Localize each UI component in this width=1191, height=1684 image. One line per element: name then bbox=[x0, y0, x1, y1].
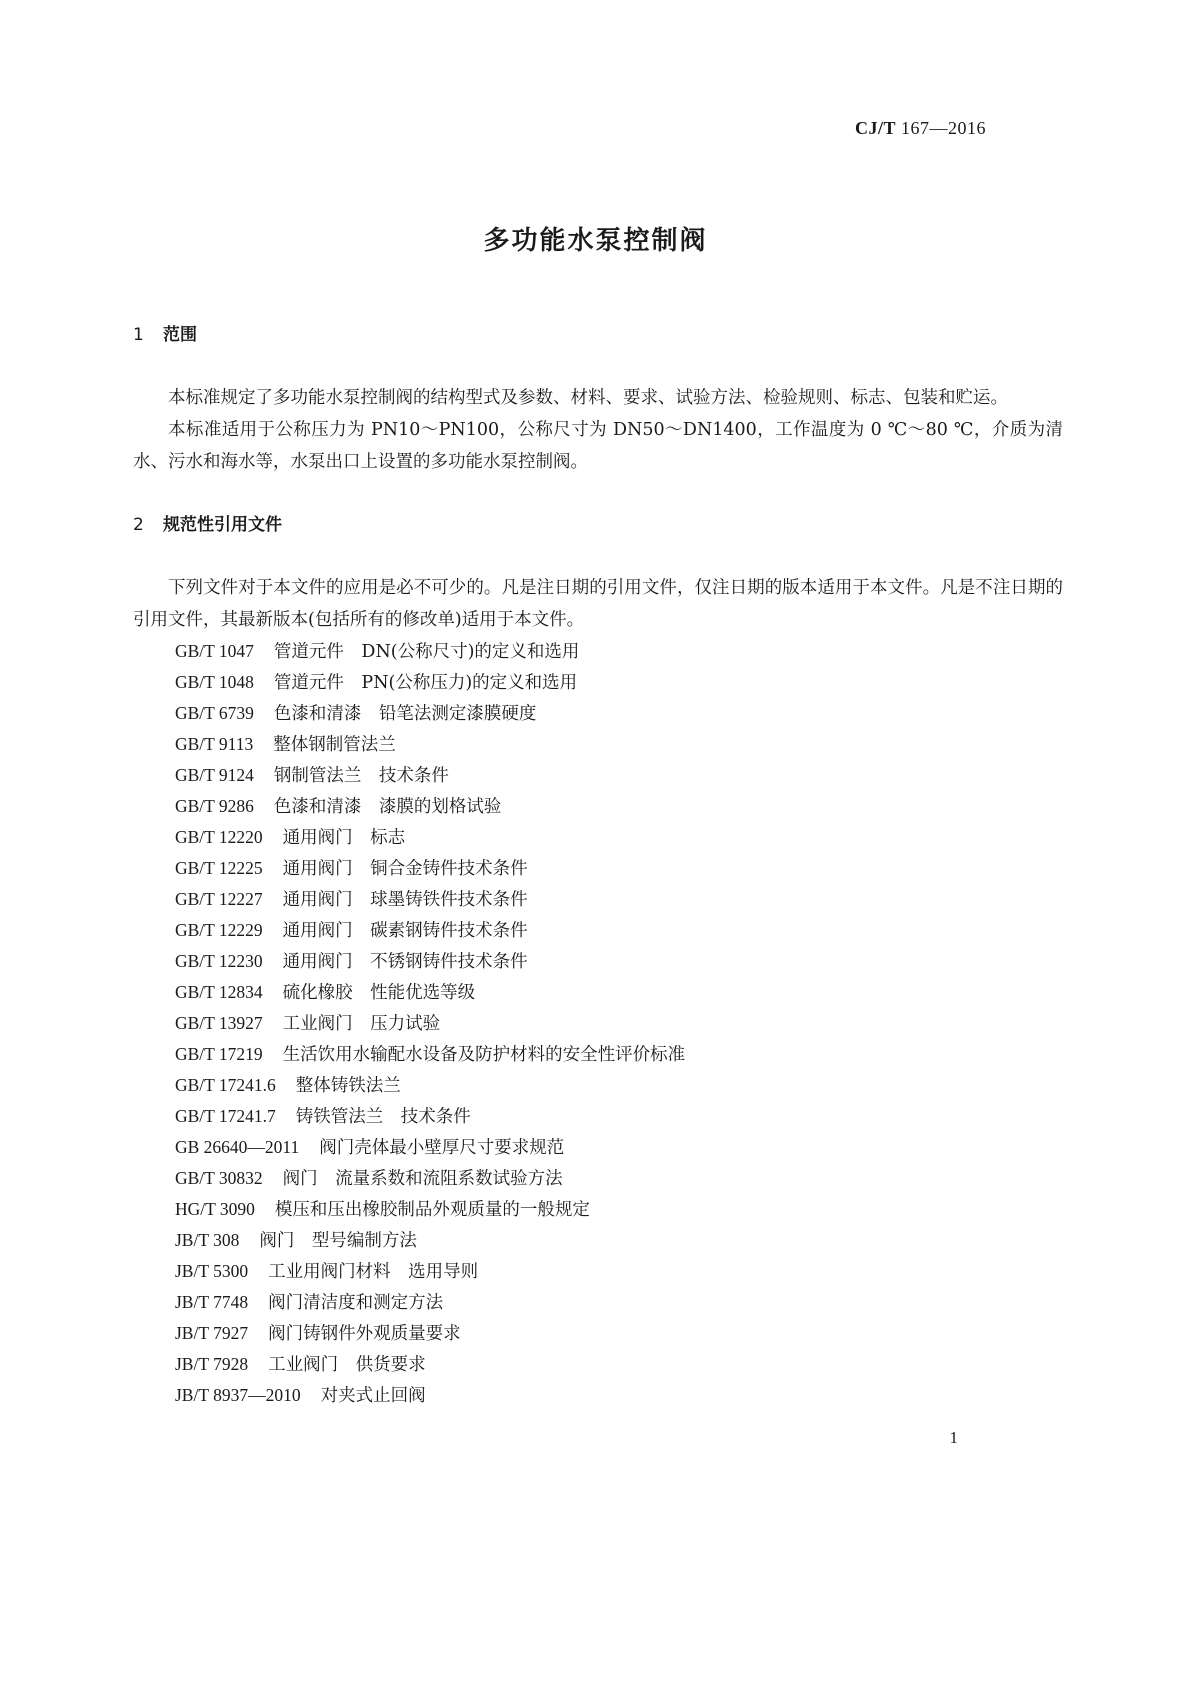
reference-title: 铸铁管法兰 技术条件 bbox=[295, 1107, 471, 1127]
reference-title: 生活饮用水输配水设备及防护材料的安全性评价标准 bbox=[282, 1045, 686, 1065]
reference-title: 通用阀门 碳素钢铸件技术条件 bbox=[282, 921, 528, 941]
section-number: 2 bbox=[133, 515, 144, 535]
reference-title: 整体钢制管法兰 bbox=[273, 735, 396, 755]
reference-item bbox=[133, 1101, 1063, 1132]
reference-title: 阀门壳体最小壁厚尺寸要求规范 bbox=[319, 1138, 565, 1158]
reference-item bbox=[133, 1194, 1063, 1225]
reference-code: GB/T 30832 bbox=[175, 1168, 263, 1188]
reference-code: GB 26640—2011 bbox=[175, 1137, 300, 1157]
reference-title: 阀门清洁度和测定方法 bbox=[268, 1293, 444, 1313]
document-body bbox=[133, 320, 1063, 1411]
reference-title: 色漆和清漆 漆膜的划格试验 bbox=[273, 797, 502, 817]
reference-item bbox=[133, 1256, 1063, 1287]
document-title: 多功能水泵控制阀 bbox=[483, 226, 708, 256]
reference-code: GB/T 9113 bbox=[175, 734, 254, 754]
reference-code: GB/T 1047 bbox=[175, 641, 254, 661]
reference-code: HG/T 3090 bbox=[175, 1199, 255, 1219]
reference-code: JB/T 8937—2010 bbox=[175, 1385, 301, 1405]
reference-code: GB/T 12230 bbox=[175, 951, 263, 971]
standard-number: 167—2016 bbox=[901, 118, 986, 138]
reference-item bbox=[133, 915, 1063, 946]
reference-title: 通用阀门 不锈钢铸件技术条件 bbox=[282, 952, 528, 972]
reference-item bbox=[133, 977, 1063, 1008]
reference-title: 阀门铸钢件外观质量要求 bbox=[268, 1324, 461, 1344]
reference-item bbox=[133, 1039, 1063, 1070]
reference-code: GB/T 12834 bbox=[175, 982, 263, 1002]
reference-item bbox=[133, 1132, 1063, 1163]
reference-code: JB/T 7748 bbox=[175, 1292, 249, 1312]
reference-code: JB/T 7927 bbox=[175, 1323, 249, 1343]
reference-title: 阀门 流量系数和流阻系数试验方法 bbox=[282, 1169, 563, 1189]
standard-prefix: CJ/T bbox=[854, 118, 896, 138]
reference-code: GB/T 12227 bbox=[175, 889, 263, 909]
reference-code: GB/T 13927 bbox=[175, 1013, 263, 1033]
reference-code: GB/T 1048 bbox=[175, 672, 254, 692]
reference-title: 通用阀门 标志 bbox=[282, 828, 406, 848]
reference-title: 工业用阀门材料 选用导则 bbox=[268, 1262, 479, 1282]
reference-item bbox=[133, 729, 1063, 760]
page-number: 1 bbox=[949, 1428, 958, 1447]
section-scope-heading bbox=[133, 320, 1063, 350]
reference-title: 管道元件 PN(公称压力)的定义和选用 bbox=[273, 673, 578, 693]
reference-item bbox=[133, 822, 1063, 853]
section-refs-heading bbox=[133, 510, 1063, 540]
reference-item bbox=[133, 1070, 1063, 1101]
reference-item bbox=[133, 946, 1063, 977]
reference-list bbox=[133, 636, 1063, 1411]
reference-item bbox=[133, 1318, 1063, 1349]
section-title: 规范性引用文件 bbox=[163, 515, 282, 535]
section-number: 1 bbox=[133, 325, 144, 345]
reference-code: GB/T 6739 bbox=[175, 703, 254, 723]
reference-code: GB/T 17219 bbox=[175, 1044, 263, 1064]
reference-item bbox=[133, 1225, 1063, 1256]
reference-code: GB/T 9286 bbox=[175, 796, 254, 816]
reference-item bbox=[133, 884, 1063, 915]
reference-item bbox=[133, 791, 1063, 822]
reference-code: JB/T 5300 bbox=[175, 1261, 249, 1281]
reference-item bbox=[133, 1008, 1063, 1039]
reference-code: JB/T 308 bbox=[175, 1230, 240, 1250]
standard-code bbox=[855, 118, 986, 139]
scope-paragraph-1: 本标准规定了多功能水泵控制阀的结构型式及参数、材料、要求、试验方法、检验规则、标志、包装和贮运。 bbox=[168, 388, 1008, 408]
reference-item bbox=[133, 760, 1063, 791]
reference-title: 色漆和清漆 铅笔法测定漆膜硬度 bbox=[273, 704, 537, 724]
reference-item bbox=[133, 1163, 1063, 1194]
reference-title: 工业阀门 供货要求 bbox=[268, 1355, 426, 1375]
reference-title: 对夹式止回阀 bbox=[320, 1386, 426, 1406]
reference-item bbox=[133, 1380, 1063, 1411]
reference-title: 工业阀门 压力试验 bbox=[282, 1014, 441, 1034]
reference-item bbox=[133, 698, 1063, 729]
reference-item bbox=[133, 1349, 1063, 1380]
reference-title: 钢制管法兰 技术条件 bbox=[273, 766, 449, 786]
reference-title: 阀门 型号编制方法 bbox=[259, 1231, 417, 1251]
reference-title: 模压和压出橡胶制品外观质量的一般规定 bbox=[274, 1200, 590, 1220]
scope-paragraph-2: 本标准适用于公称压力为 PN10～PN100，公称尺寸为 DN50～DN1400，工作温度为 0 ℃～80 ℃，介质为清水、污水和海水等，水泵出口上设置的多功能水泵控制阀。 bbox=[133, 420, 1063, 472]
reference-title: 硫化橡胶 性能优选等级 bbox=[282, 983, 476, 1003]
reference-title: 通用阀门 球墨铸铁件技术条件 bbox=[282, 890, 528, 910]
reference-title: 管道元件 DN(公称尺寸)的定义和选用 bbox=[273, 642, 580, 662]
reference-item bbox=[133, 667, 1063, 698]
reference-code: GB/T 17241.7 bbox=[175, 1106, 276, 1126]
reference-code: GB/T 12229 bbox=[175, 920, 263, 940]
reference-title: 通用阀门 铜合金铸件技术条件 bbox=[282, 859, 528, 879]
reference-item bbox=[133, 853, 1063, 884]
reference-code: GB/T 12220 bbox=[175, 827, 263, 847]
reference-item bbox=[133, 636, 1063, 667]
section-title: 范围 bbox=[163, 325, 197, 345]
reference-code: JB/T 7928 bbox=[175, 1354, 249, 1374]
reference-item bbox=[133, 1287, 1063, 1318]
reference-title: 整体铸铁法兰 bbox=[295, 1076, 401, 1096]
reference-code: GB/T 12225 bbox=[175, 858, 263, 878]
reference-code: GB/T 17241.6 bbox=[175, 1075, 276, 1095]
refs-intro-paragraph: 下列文件对于本文件的应用是必不可少的。凡是注日期的引用文件，仅注日期的版本适用于本文件。凡是不注日期的引用文件，其最新版本(包括所有的修改单)适用于本文件。 bbox=[133, 578, 1063, 630]
reference-code: GB/T 9124 bbox=[175, 765, 254, 785]
